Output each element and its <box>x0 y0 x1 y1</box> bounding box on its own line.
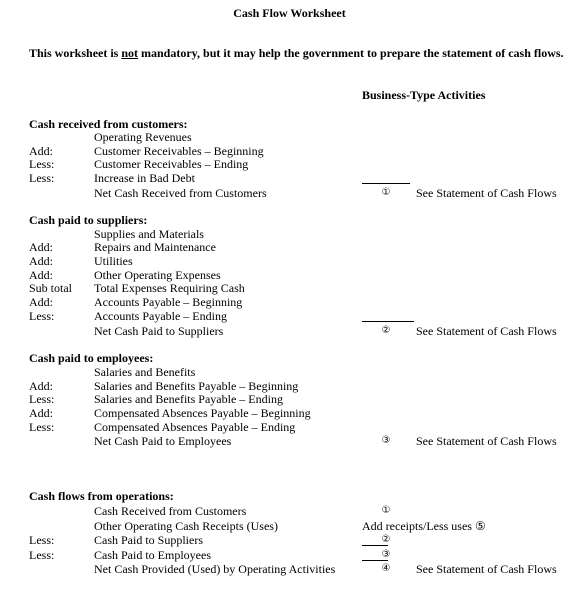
row-desc: Compensated Absences Payable – Beginning <box>94 406 311 420</box>
row-desc: Accounts Payable – Beginning <box>94 295 243 309</box>
row-desc: Net Cash Provided (Used) by Operating Activities <box>94 562 336 576</box>
marker-1: ① <box>381 187 391 198</box>
see-statement-text: See Statement of Cash Flows <box>416 324 557 338</box>
row-label: Add: <box>29 144 53 158</box>
receipts-note: Add receipts/Less uses ⑤ <box>362 519 486 533</box>
row-label: Less: <box>29 533 55 547</box>
row-desc: Cash Paid to Suppliers <box>94 533 204 547</box>
section-heading-suppliers: Cash paid to suppliers: <box>29 213 148 227</box>
row-desc: Cash Paid to Employees <box>94 548 211 562</box>
section-heading-employees: Cash paid to employees: <box>29 351 154 365</box>
total-rule <box>362 545 388 546</box>
row-label: Add: <box>29 379 53 393</box>
row-desc: Utilities <box>94 254 133 268</box>
row-desc: Increase in Bad Debt <box>94 171 195 185</box>
marker-1: ① <box>381 505 391 516</box>
see-statement-text: See Statement of Cash Flows <box>416 186 557 200</box>
intro-text: This worksheet is not mandatory, but it may help the government to prepare the statement of cash flows. <box>29 46 564 60</box>
marker-3: ③ <box>381 549 391 560</box>
row-desc: Compensated Absences Payable – Ending <box>94 420 296 434</box>
row-label: Less: <box>29 309 55 323</box>
row-label: Add: <box>29 268 53 282</box>
marker-4: ④ <box>381 563 391 574</box>
total-rule <box>362 560 388 561</box>
row-label: Add: <box>29 406 53 420</box>
see-statement-text: See Statement of Cash Flows <box>416 434 557 448</box>
row-desc: Salaries and Benefits <box>94 365 196 379</box>
row-label: Less: <box>29 157 55 171</box>
row-label: Add: <box>29 254 53 268</box>
row-desc: Supplies and Materials <box>94 227 204 241</box>
row-desc: Customer Receivables – Ending <box>94 157 249 171</box>
row-desc: Repairs and Maintenance <box>94 240 216 254</box>
row-desc: Other Operating Cash Receipts (Uses) <box>94 519 278 533</box>
row-desc: Total Expenses Requiring Cash <box>94 281 245 295</box>
row-desc: Operating Revenues <box>94 130 192 144</box>
row-desc: Salaries and Benefits Payable – Ending <box>94 392 283 406</box>
marker-3: ③ <box>381 435 391 446</box>
page-title: Cash Flow Worksheet <box>233 6 346 20</box>
row-label: Less: <box>29 171 55 185</box>
total-rule <box>362 183 410 184</box>
total-rule <box>362 321 414 322</box>
section-heading-operations: Cash flows from operations: <box>29 489 174 503</box>
section-heading-customers: Cash received from customers: <box>29 117 188 131</box>
marker-2: ② <box>381 325 391 336</box>
row-desc: Net Cash Paid to Employees <box>94 434 232 448</box>
row-label: Add: <box>29 295 53 309</box>
row-desc: Net Cash Paid to Suppliers <box>94 324 224 338</box>
row-desc: Cash Received from Customers <box>94 504 247 518</box>
column-header: Business-Type Activities <box>362 88 486 102</box>
row-label: Less: <box>29 420 55 434</box>
row-label: Sub total <box>29 281 73 295</box>
row-label: Less: <box>29 548 55 562</box>
marker-2: ② <box>381 534 391 545</box>
row-label: Less: <box>29 392 55 406</box>
row-label: Add: <box>29 240 53 254</box>
row-desc: Salaries and Benefits Payable – Beginning <box>94 379 299 393</box>
row-desc: Accounts Payable – Ending <box>94 309 227 323</box>
row-desc: Other Operating Expenses <box>94 268 221 282</box>
row-desc: Customer Receivables – Beginning <box>94 144 264 158</box>
see-statement-text: See Statement of Cash Flows <box>416 562 557 576</box>
row-desc: Net Cash Received from Customers <box>94 186 267 200</box>
